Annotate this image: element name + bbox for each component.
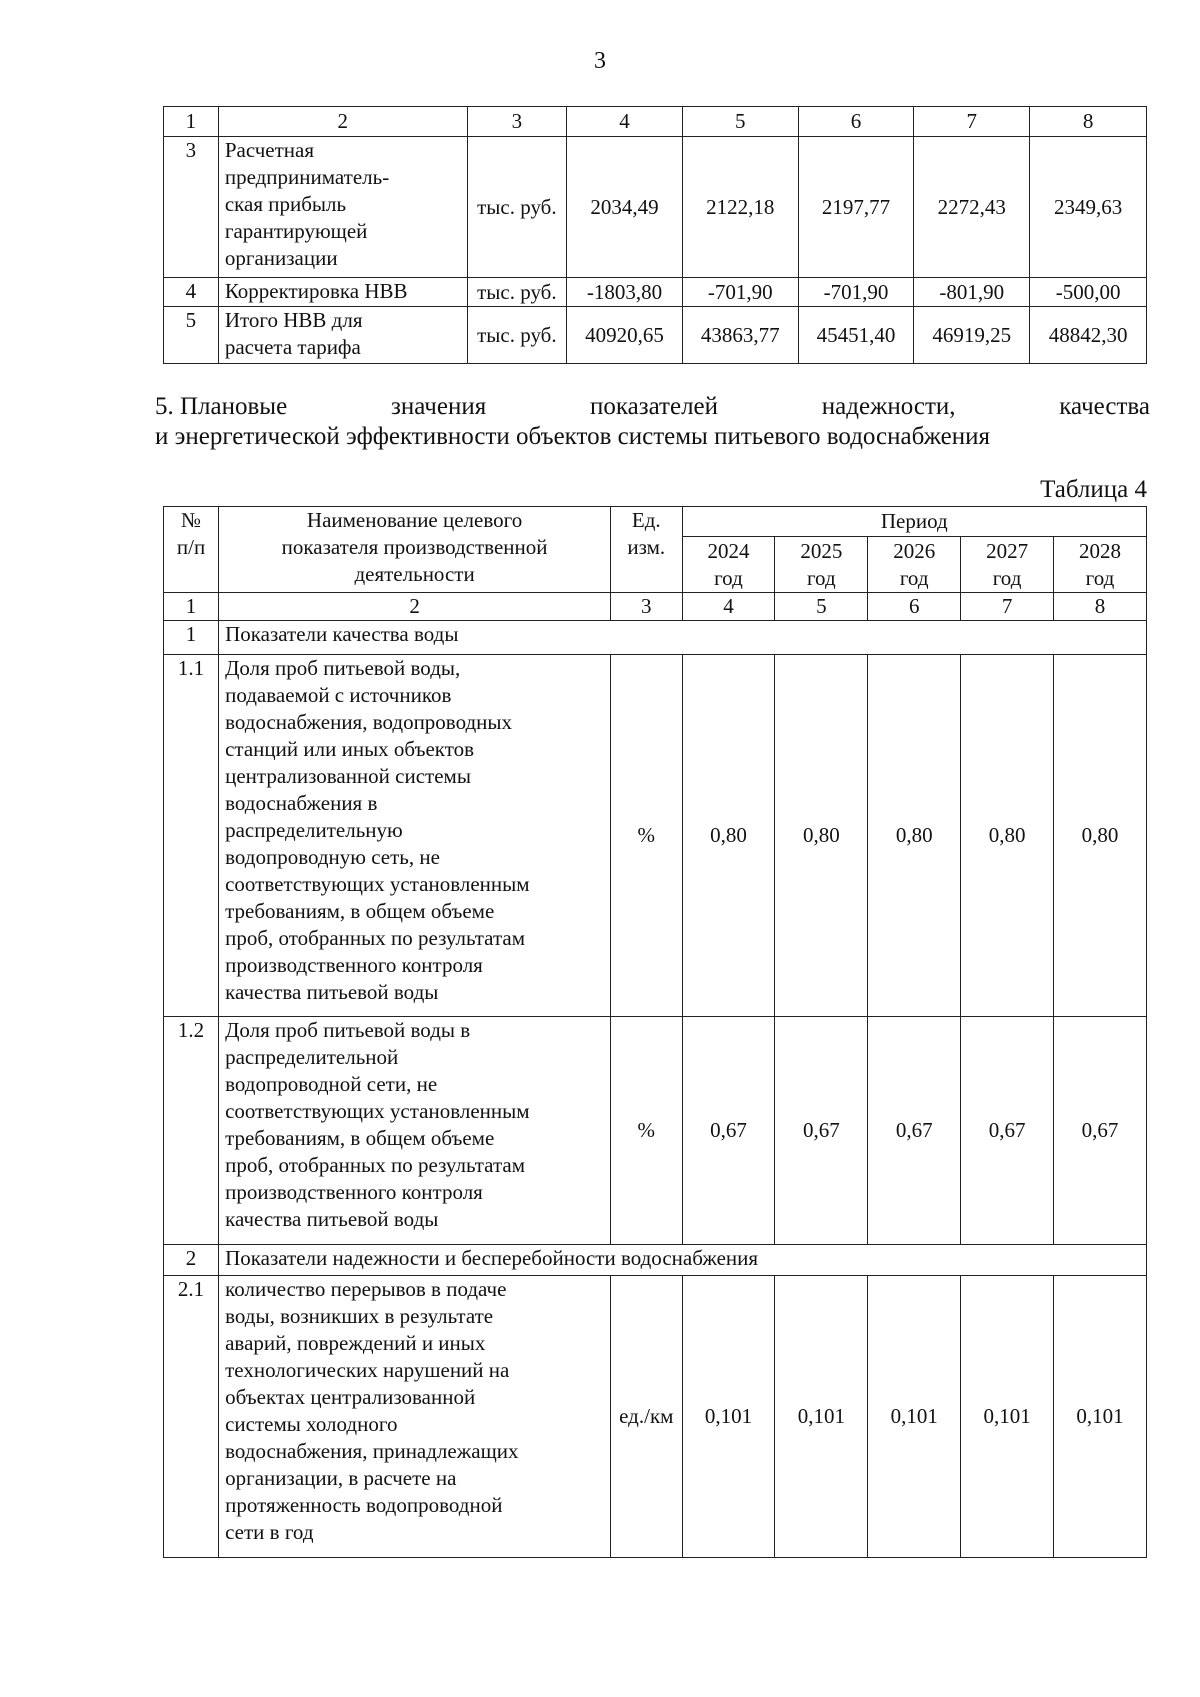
value-cell: 0,80	[961, 655, 1054, 1017]
row-name: Доля проб питьевой воды, подаваемой с источников водоснабжения, водопроводных станций или иных объектов централизованной системы водоснабжения в распределительную водопроводную сеть, не соответствующих установленным требованиям, в общем объеме проб, отобранных по результатам производственного контроля качества питьевой воды	[219, 655, 611, 1017]
table-row	[164, 307, 1147, 364]
value-cell: 0,101	[775, 1276, 868, 1558]
column-number: 8	[1030, 107, 1147, 137]
column-number: 4	[567, 107, 683, 137]
value-cell: 0,101	[1054, 1276, 1147, 1558]
value-cell: 2197,77	[798, 137, 914, 278]
column-number: 3	[467, 107, 567, 137]
row-unit: тыс. руб.	[467, 278, 567, 307]
column-number: 5	[682, 107, 798, 137]
value-cell: 2122,18	[682, 137, 798, 278]
row-number: 5	[164, 307, 219, 364]
value-cell: 46919,25	[914, 307, 1030, 364]
header-number: № п/п	[164, 507, 219, 593]
heading-word: Плановые	[180, 393, 288, 420]
group-number: 1	[164, 621, 219, 655]
value-cell: -701,90	[682, 278, 798, 307]
row-number: 3	[164, 137, 219, 278]
column-number: 1	[164, 107, 219, 137]
header-year: 2026 год	[868, 537, 961, 593]
header-year: 2025 год	[775, 537, 868, 593]
header-unit: Ед. изм.	[611, 507, 682, 593]
value-cell: 2034,49	[567, 137, 683, 278]
table-row	[164, 137, 1147, 278]
column-number: 2	[218, 107, 467, 137]
page-number: 3	[594, 48, 606, 74]
value-cell: 0,80	[868, 655, 961, 1017]
value-cell: 0,80	[682, 655, 775, 1017]
column-number: 7	[961, 593, 1054, 621]
table-row	[164, 1276, 1147, 1558]
row-unit: ед./км	[611, 1276, 682, 1558]
row-number: 1.1	[164, 655, 219, 1017]
column-number: 6	[868, 593, 961, 621]
column-number: 5	[775, 593, 868, 621]
heading-word: качества	[1059, 393, 1150, 420]
row-name: количество перерывов в подаче воды, возникших в результате аварий, повреждений и иных технологических нарушений на объектах централизованной системы холодного водоснабжения, принадлежащих организации, в расчете на протяженность водопроводной сети в год	[219, 1276, 611, 1558]
row-name: Итого НВВ для расчета тарифа	[218, 307, 467, 364]
value-cell: 0,80	[775, 655, 868, 1017]
column-number: 8	[1054, 593, 1147, 621]
heading-word	[155, 392, 287, 422]
group-title: Показатели качества воды	[219, 621, 1147, 655]
column-number: 4	[682, 593, 775, 621]
row-unit: %	[611, 1017, 682, 1245]
value-cell: 0,67	[961, 1017, 1054, 1245]
value-cell: 0,67	[682, 1017, 775, 1245]
row-name: Корректировка НВВ	[218, 278, 467, 307]
group-title: Показатели надежности и бесперебойности водоснабжения	[219, 1245, 1147, 1276]
value-cell: 2349,63	[1030, 137, 1147, 278]
target-indicators-table	[163, 506, 1147, 1558]
heading-word: значения	[390, 393, 487, 420]
value-cell: 48842,30	[1030, 307, 1147, 364]
header-row	[164, 507, 1147, 537]
column-number: 3	[611, 593, 682, 621]
section-heading	[155, 392, 1150, 452]
value-cell: 43863,77	[682, 307, 798, 364]
header-name: Наименование целевого показателя производственной деятельности	[219, 507, 611, 593]
row-unit: тыс. руб.	[467, 307, 567, 364]
section-heading-line-2: и энергетической эффективности объектов системы питьевого водоснабжения	[155, 423, 991, 450]
value-cell: -701,90	[798, 278, 914, 307]
group-number: 2	[164, 1245, 219, 1276]
column-number-row	[164, 107, 1147, 137]
row-unit: тыс. руб.	[467, 137, 567, 278]
table-row	[164, 655, 1147, 1017]
row-number: 1.2	[164, 1017, 219, 1245]
value-cell: 0,67	[868, 1017, 961, 1245]
value-cell: 45451,40	[798, 307, 914, 364]
table-row	[164, 1017, 1147, 1245]
header-period: Период	[682, 507, 1147, 537]
row-number: 4	[164, 278, 219, 307]
value-cell: 0,101	[682, 1276, 775, 1558]
column-number-row	[164, 593, 1147, 621]
section-number: 5.	[155, 393, 174, 420]
nvv-table-continuation	[163, 106, 1147, 364]
value-cell: -1803,80	[567, 278, 683, 307]
table-caption: Таблица 4	[1040, 476, 1147, 503]
value-cell: 0,101	[868, 1276, 961, 1558]
value-cell: 0,67	[1054, 1017, 1147, 1245]
value-cell: 0,67	[775, 1017, 868, 1245]
group-row	[164, 621, 1147, 655]
group-row	[164, 1245, 1147, 1276]
column-number: 1	[164, 593, 219, 621]
heading-word: показателей	[589, 393, 719, 420]
column-number: 2	[219, 593, 611, 621]
row-name: Расчетная предприниматель- ская прибыль гарантирующей организации	[218, 137, 467, 278]
table-row	[164, 278, 1147, 307]
value-cell: 0,101	[961, 1276, 1054, 1558]
value-cell: 40920,65	[567, 307, 683, 364]
row-name: Доля проб питьевой воды в распределительной водопроводной сети, не соответствующих установленным требованиям, в общем объеме проб, отобранных по результатам производственного контроля качества питьевой воды	[219, 1017, 611, 1245]
row-number: 2.1	[164, 1276, 219, 1558]
section-heading-line-1	[155, 392, 1150, 422]
heading-word: надежности,	[821, 393, 956, 420]
value-cell: 2272,43	[914, 137, 1030, 278]
value-cell: -801,90	[914, 278, 1030, 307]
value-cell: -500,00	[1030, 278, 1147, 307]
header-year: 2028 год	[1054, 537, 1147, 593]
column-number: 6	[798, 107, 914, 137]
row-unit: %	[611, 655, 682, 1017]
header-year: 2024 год	[682, 537, 775, 593]
value-cell: 0,80	[1054, 655, 1147, 1017]
header-year: 2027 год	[961, 537, 1054, 593]
column-number: 7	[914, 107, 1030, 137]
